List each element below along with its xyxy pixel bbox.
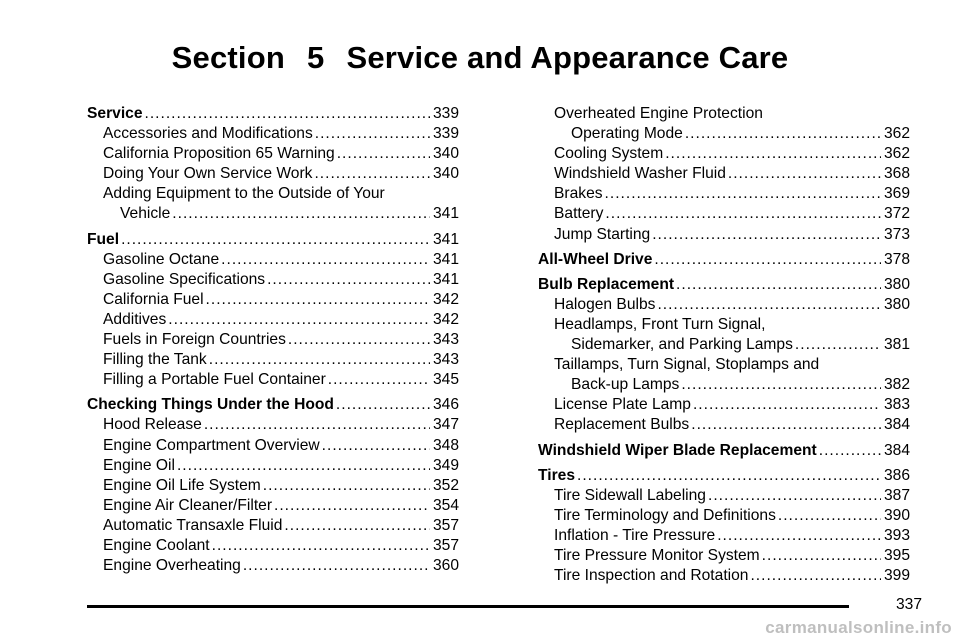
dot-leader: [762, 546, 881, 566]
dot-leader: [676, 275, 881, 295]
section-number: 5: [307, 40, 325, 75]
toc-entry-label: Adding Equipment to the Outside of Your: [103, 185, 385, 203]
dot-leader: [168, 310, 430, 330]
toc-entry[interactable]: [538, 441, 910, 461]
section-title: [0, 40, 960, 76]
toc-entry[interactable]: [87, 184, 459, 204]
toc-entry[interactable]: [538, 250, 910, 270]
dot-leader: [717, 526, 881, 546]
toc-entry-page: 343: [432, 331, 459, 349]
toc-entry-page: 345: [432, 371, 459, 389]
dot-leader: [336, 395, 430, 415]
dot-leader: [288, 330, 430, 350]
toc-entry-page: 395: [883, 546, 910, 564]
toc-entry[interactable]: [538, 395, 910, 415]
toc-entry-page: 357: [432, 536, 459, 554]
toc-entry-page: 339: [432, 105, 459, 122]
dot-leader: [693, 395, 881, 415]
toc-entry-label: Windshield Washer Fluid: [554, 165, 726, 183]
toc-entry-page: 399: [883, 567, 910, 585]
toc-entry[interactable]: [538, 486, 910, 506]
toc-entry-label: Automatic Transaxle Fluid: [103, 516, 283, 534]
toc-entry-label: Fuels in Foreign Countries: [103, 331, 286, 349]
toc-entry-page: 390: [883, 506, 910, 524]
toc-entry-label: Operating Mode: [571, 125, 683, 143]
section-word: Section: [171, 40, 285, 75]
toc-entry[interactable]: [87, 270, 459, 290]
toc-entry[interactable]: [87, 496, 459, 516]
toc-entry[interactable]: [538, 506, 910, 526]
toc-entry[interactable]: [538, 184, 910, 204]
toc-entry-page: 381: [883, 336, 910, 354]
dot-leader: [657, 295, 881, 315]
dot-leader: [728, 164, 881, 184]
toc-entry[interactable]: [538, 415, 910, 435]
dot-leader: [212, 536, 430, 556]
toc-entry-page: 360: [432, 557, 459, 575]
toc-entry[interactable]: [87, 104, 459, 124]
toc-entry-label: Cooling System: [554, 145, 664, 163]
toc-entry-label: Engine Oil: [103, 456, 175, 474]
toc-entry-label: California Fuel: [103, 290, 204, 308]
toc-entry-label: Filling the Tank: [103, 351, 207, 369]
toc-entry-label: Tire Inspection and Rotation: [554, 567, 749, 585]
dot-leader: [267, 270, 430, 290]
page-number: 337: [895, 596, 922, 613]
toc-entry[interactable]: [87, 415, 459, 435]
footer-rule: [87, 605, 849, 608]
toc-entry-page: 368: [883, 165, 910, 183]
toc-entry-page: 348: [432, 436, 459, 454]
toc-entry-page: 341: [432, 205, 459, 223]
dot-leader: [337, 144, 430, 164]
toc-entry-label: Taillamps, Turn Signal, Stoplamps and: [554, 356, 820, 374]
dot-leader: [819, 441, 881, 461]
section-name: Service and Appearance Care: [346, 40, 789, 75]
toc-entry-label: Engine Coolant: [103, 536, 210, 554]
toc-entry[interactable]: [538, 335, 910, 355]
dot-leader: [795, 335, 881, 355]
toc-entry-label: Back-up Lamps: [571, 376, 680, 394]
toc-entry-label: Accessories and Modifications: [103, 125, 313, 143]
toc-entry[interactable]: [87, 164, 459, 184]
toc-entry-page: 384: [883, 416, 910, 434]
toc-entry-label: Hood Release: [103, 416, 202, 434]
toc-column-right: [538, 104, 910, 586]
toc-entry-label: Sidemarker, and Parking Lamps: [571, 336, 793, 354]
dot-leader: [691, 415, 881, 435]
dot-leader: [145, 104, 430, 124]
toc-entry-page: 383: [883, 396, 910, 414]
toc-entry-label: All-Wheel Drive: [538, 250, 653, 268]
toc-entry[interactable]: [538, 164, 910, 184]
toc-entry[interactable]: [87, 144, 459, 164]
dot-leader: [328, 370, 430, 390]
toc-entry-label: Brakes: [554, 185, 603, 203]
toc-entry[interactable]: [87, 124, 459, 144]
dot-leader: [654, 250, 881, 270]
dot-leader: [284, 516, 430, 536]
toc-entry[interactable]: [87, 556, 459, 576]
toc-entry-page: 354: [432, 496, 459, 514]
watermark: carmanualsonline.info: [765, 618, 952, 637]
toc-entry[interactable]: [538, 566, 910, 586]
toc-entry[interactable]: [538, 546, 910, 566]
toc-entry-page: 362: [883, 145, 910, 163]
toc-entry-label: Filling a Portable Fuel Container: [103, 371, 326, 389]
toc-entry[interactable]: [87, 395, 459, 415]
toc-entry-label: Gasoline Octane: [103, 250, 220, 268]
toc-entry-label: Replacement Bulbs: [554, 416, 690, 434]
toc-entry[interactable]: [538, 355, 910, 375]
toc-entry-page: 382: [883, 376, 910, 394]
dot-leader: [274, 496, 430, 516]
dot-leader: [708, 486, 881, 506]
dot-leader: [577, 466, 881, 486]
dot-leader: [605, 184, 881, 204]
toc-column-left: [87, 104, 459, 576]
dot-leader: [322, 436, 430, 456]
toc-entry-page: 346: [432, 396, 459, 414]
dot-leader: [221, 250, 430, 270]
dot-leader: [263, 476, 430, 496]
dot-leader: [750, 566, 881, 586]
toc-entry[interactable]: [538, 466, 910, 486]
toc-entry-page: 339: [432, 125, 459, 143]
toc-entry[interactable]: [87, 456, 459, 476]
toc-entry[interactable]: [87, 516, 459, 536]
toc-entry-label: Engine Air Cleaner/Filter: [103, 496, 273, 514]
toc-entry-label: Battery: [554, 205, 604, 223]
dot-leader: [665, 144, 881, 164]
toc-entry-label: Engine Overheating: [103, 557, 241, 575]
toc-entry-label: Vehicle: [120, 205, 171, 223]
toc-entry[interactable]: [538, 295, 910, 315]
toc-entry-page: 340: [432, 145, 459, 163]
dot-leader: [315, 124, 430, 144]
dot-leader: [778, 506, 881, 526]
toc-entry-page: 342: [432, 310, 459, 328]
toc-entry-page: 341: [432, 270, 459, 288]
toc-entry[interactable]: [538, 315, 910, 335]
toc-entry[interactable]: [87, 370, 459, 390]
toc-entry[interactable]: [538, 204, 910, 224]
toc-entry-page: 347: [432, 416, 459, 434]
toc-entry-label: Fuel: [87, 230, 120, 248]
toc-entry-page: 393: [883, 526, 910, 544]
toc-entry-label: Tire Pressure Monitor System: [554, 546, 760, 564]
toc-entry[interactable]: [87, 476, 459, 496]
toc-entry-label: Tires: [538, 466, 575, 484]
toc-entry[interactable]: [87, 536, 459, 556]
toc-entry-page: 352: [432, 476, 459, 494]
toc-entry-label: Windshield Wiper Blade Replacement: [538, 441, 817, 459]
toc-entry-page: 349: [432, 456, 459, 474]
toc-entry-page: 372: [883, 205, 910, 223]
dot-leader: [314, 164, 430, 184]
toc-entry-page: 343: [432, 351, 459, 369]
toc-entry[interactable]: [538, 225, 910, 245]
dot-leader: [206, 290, 430, 310]
toc-entry-label: License Plate Lamp: [554, 396, 691, 414]
toc-entry-label: Checking Things Under the Hood: [87, 396, 334, 414]
toc-entry-label: Gasoline Specifications: [103, 270, 266, 288]
toc-entry-page: 341: [432, 250, 459, 268]
toc-entry[interactable]: [87, 204, 459, 224]
dot-leader: [172, 204, 430, 224]
dot-leader: [204, 415, 430, 435]
toc-entry-label: Headlamps, Front Turn Signal,: [554, 315, 766, 333]
dot-leader: [121, 230, 430, 250]
toc-entry-label: Engine Compartment Overview: [103, 436, 320, 454]
toc-entry-label: Bulb Replacement: [538, 275, 675, 293]
toc-entry[interactable]: [538, 275, 910, 295]
toc-entry[interactable]: [87, 436, 459, 456]
toc-entry-page: 342: [432, 290, 459, 308]
toc-entry-label: Tire Terminology and Definitions: [554, 506, 776, 524]
toc-entry[interactable]: [538, 375, 910, 395]
toc-entry-page: 340: [432, 165, 459, 183]
toc-entry-page: 386: [883, 466, 910, 484]
toc-entry-label: California Proposition 65 Warning: [103, 145, 335, 163]
toc-entry-label: Service: [87, 105, 143, 122]
toc-entry-label: Halogen Bulbs: [554, 295, 656, 313]
toc-entry[interactable]: [538, 526, 910, 546]
toc-entry-page: 380: [883, 295, 910, 313]
dot-leader: [681, 375, 881, 395]
toc-entry[interactable]: [87, 250, 459, 270]
toc-entry[interactable]: [87, 350, 459, 370]
toc-entry-page: 369: [883, 185, 910, 203]
toc-entry-page: 384: [883, 441, 910, 459]
toc-entry-page: 387: [883, 486, 910, 504]
toc-entry[interactable]: [538, 144, 910, 164]
toc-entry-label: Inflation - Tire Pressure: [554, 526, 716, 544]
dot-leader: [685, 124, 881, 144]
dot-leader: [652, 225, 881, 245]
toc-entry-label: Engine Oil Life System: [103, 476, 261, 494]
toc-entry[interactable]: [87, 310, 459, 330]
toc-entry-label: Tire Sidewall Labeling: [554, 486, 706, 504]
toc-entry-page: 362: [883, 125, 910, 143]
toc-entry[interactable]: [87, 290, 459, 310]
toc-entry-page: 378: [883, 250, 910, 268]
toc-entry[interactable]: [538, 104, 910, 124]
toc-entry-page: 380: [883, 275, 910, 293]
toc-entry[interactable]: [87, 230, 459, 250]
toc-entry-label: Jump Starting: [554, 225, 651, 243]
toc-entry-label: Overheated Engine Protection: [554, 105, 763, 122]
toc-entry-label: Doing Your Own Service Work: [103, 165, 313, 183]
toc-entry-label: Additives: [103, 310, 167, 328]
toc-entry[interactable]: [538, 124, 910, 144]
dot-leader: [243, 556, 430, 576]
toc-entry-page: 341: [432, 230, 459, 248]
toc-entry-page: 357: [432, 516, 459, 534]
dot-leader: [177, 456, 430, 476]
dot-leader: [605, 204, 881, 224]
toc-entry-page: 373: [883, 225, 910, 243]
dot-leader: [209, 350, 430, 370]
toc-entry[interactable]: [87, 330, 459, 350]
